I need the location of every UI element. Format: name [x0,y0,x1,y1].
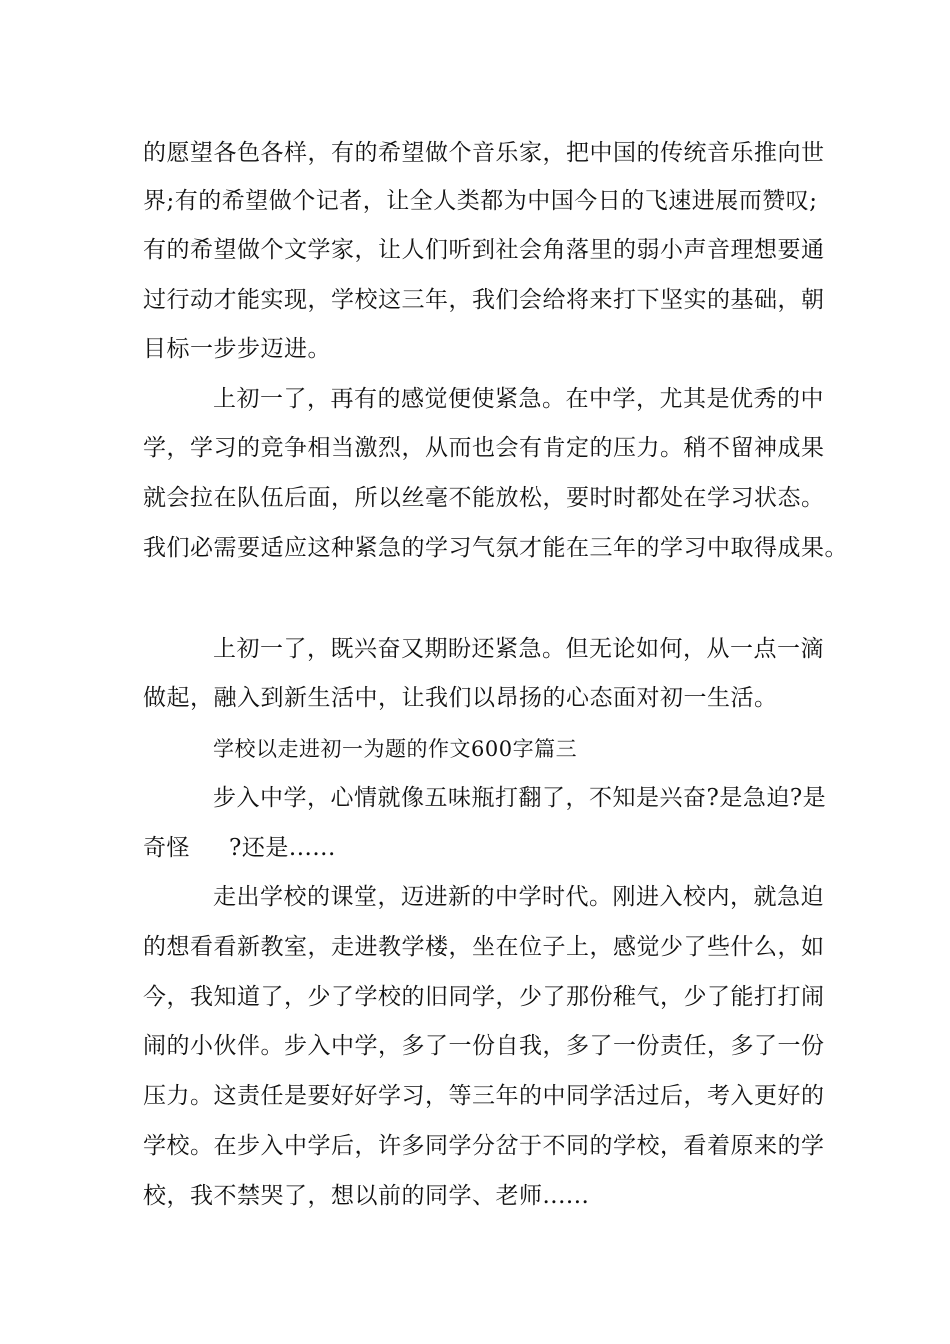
paragraph-line: 我们必需要适应这种紧急的学习气氛才能在三年的学习中取得成果。 [143,535,848,561]
paragraph-line: 走出学校的课堂，迈进新的中学时代。刚进入校内，就急迫 [213,884,824,910]
paragraph-line: 今，我知道了，少了学校的旧同学，少了那份稚气，少了能打打闹 [143,984,825,1010]
paragraph-line: 有的希望做个文学家，让人们听到社会角落里的弱小声音理想要通 [143,237,825,263]
paragraph-line: 上初一了，既兴奋又期盼还紧急。但无论如何，从一点一滴 [213,636,824,662]
paragraph-line: 做起，融入到新生活中，让我们以昂扬的心态面对初一生活。 [143,685,778,711]
paragraph-line: 过行动才能实现，学校这三年，我们会给将来打下坚实的基础，朝 [143,287,825,313]
paragraph-line: 的愿望各色各样，有的希望做个音乐家，把中国的传统音乐推向世 [143,140,825,166]
paragraph-line: 学校。在步入中学后，许多同学分岔于不同的学校，看着原来的学 [143,1133,825,1159]
paragraph-line: 步入中学，心情就像五味瓶打翻了，不知是兴奋?是急迫?是 [213,785,827,811]
paragraph-line: 闹的小伙伴。步入中学，多了一份自我，多了一份责任，多了一份 [143,1033,825,1059]
paragraph-line: 奇怪 ?还是...... [143,835,336,861]
paragraph-line: 压力。这责任是要好好学习，等三年的中同学活过后，考入更好的 [143,1083,825,1109]
paragraph-line: 目标一步步迈进。 [143,336,331,362]
paragraph-line: 界;有的希望做个记者，让全人类都为中国今日的飞速进展而赞叹; [143,188,818,214]
paragraph-line: 的想看看新教室，走进教学楼，坐在位子上，感觉少了些什么，如 [143,934,825,960]
section-heading: 学校以走进初一为题的作文600字篇三 [213,737,578,761]
paragraph-line: 上初一了，再有的感觉便使紧急。在中学，尤其是优秀的中 [213,386,824,412]
paragraph-line: 就会拉在队伍后面，所以丝毫不能放松，要时时都处在学习状态。 [143,485,825,511]
paragraph-line: 校，我不禁哭了，想以前的同学、老师...... [143,1183,590,1209]
paragraph-line: 学，学习的竞争相当激烈，从而也会有肯定的压力。稍不留神成果 [143,435,825,461]
